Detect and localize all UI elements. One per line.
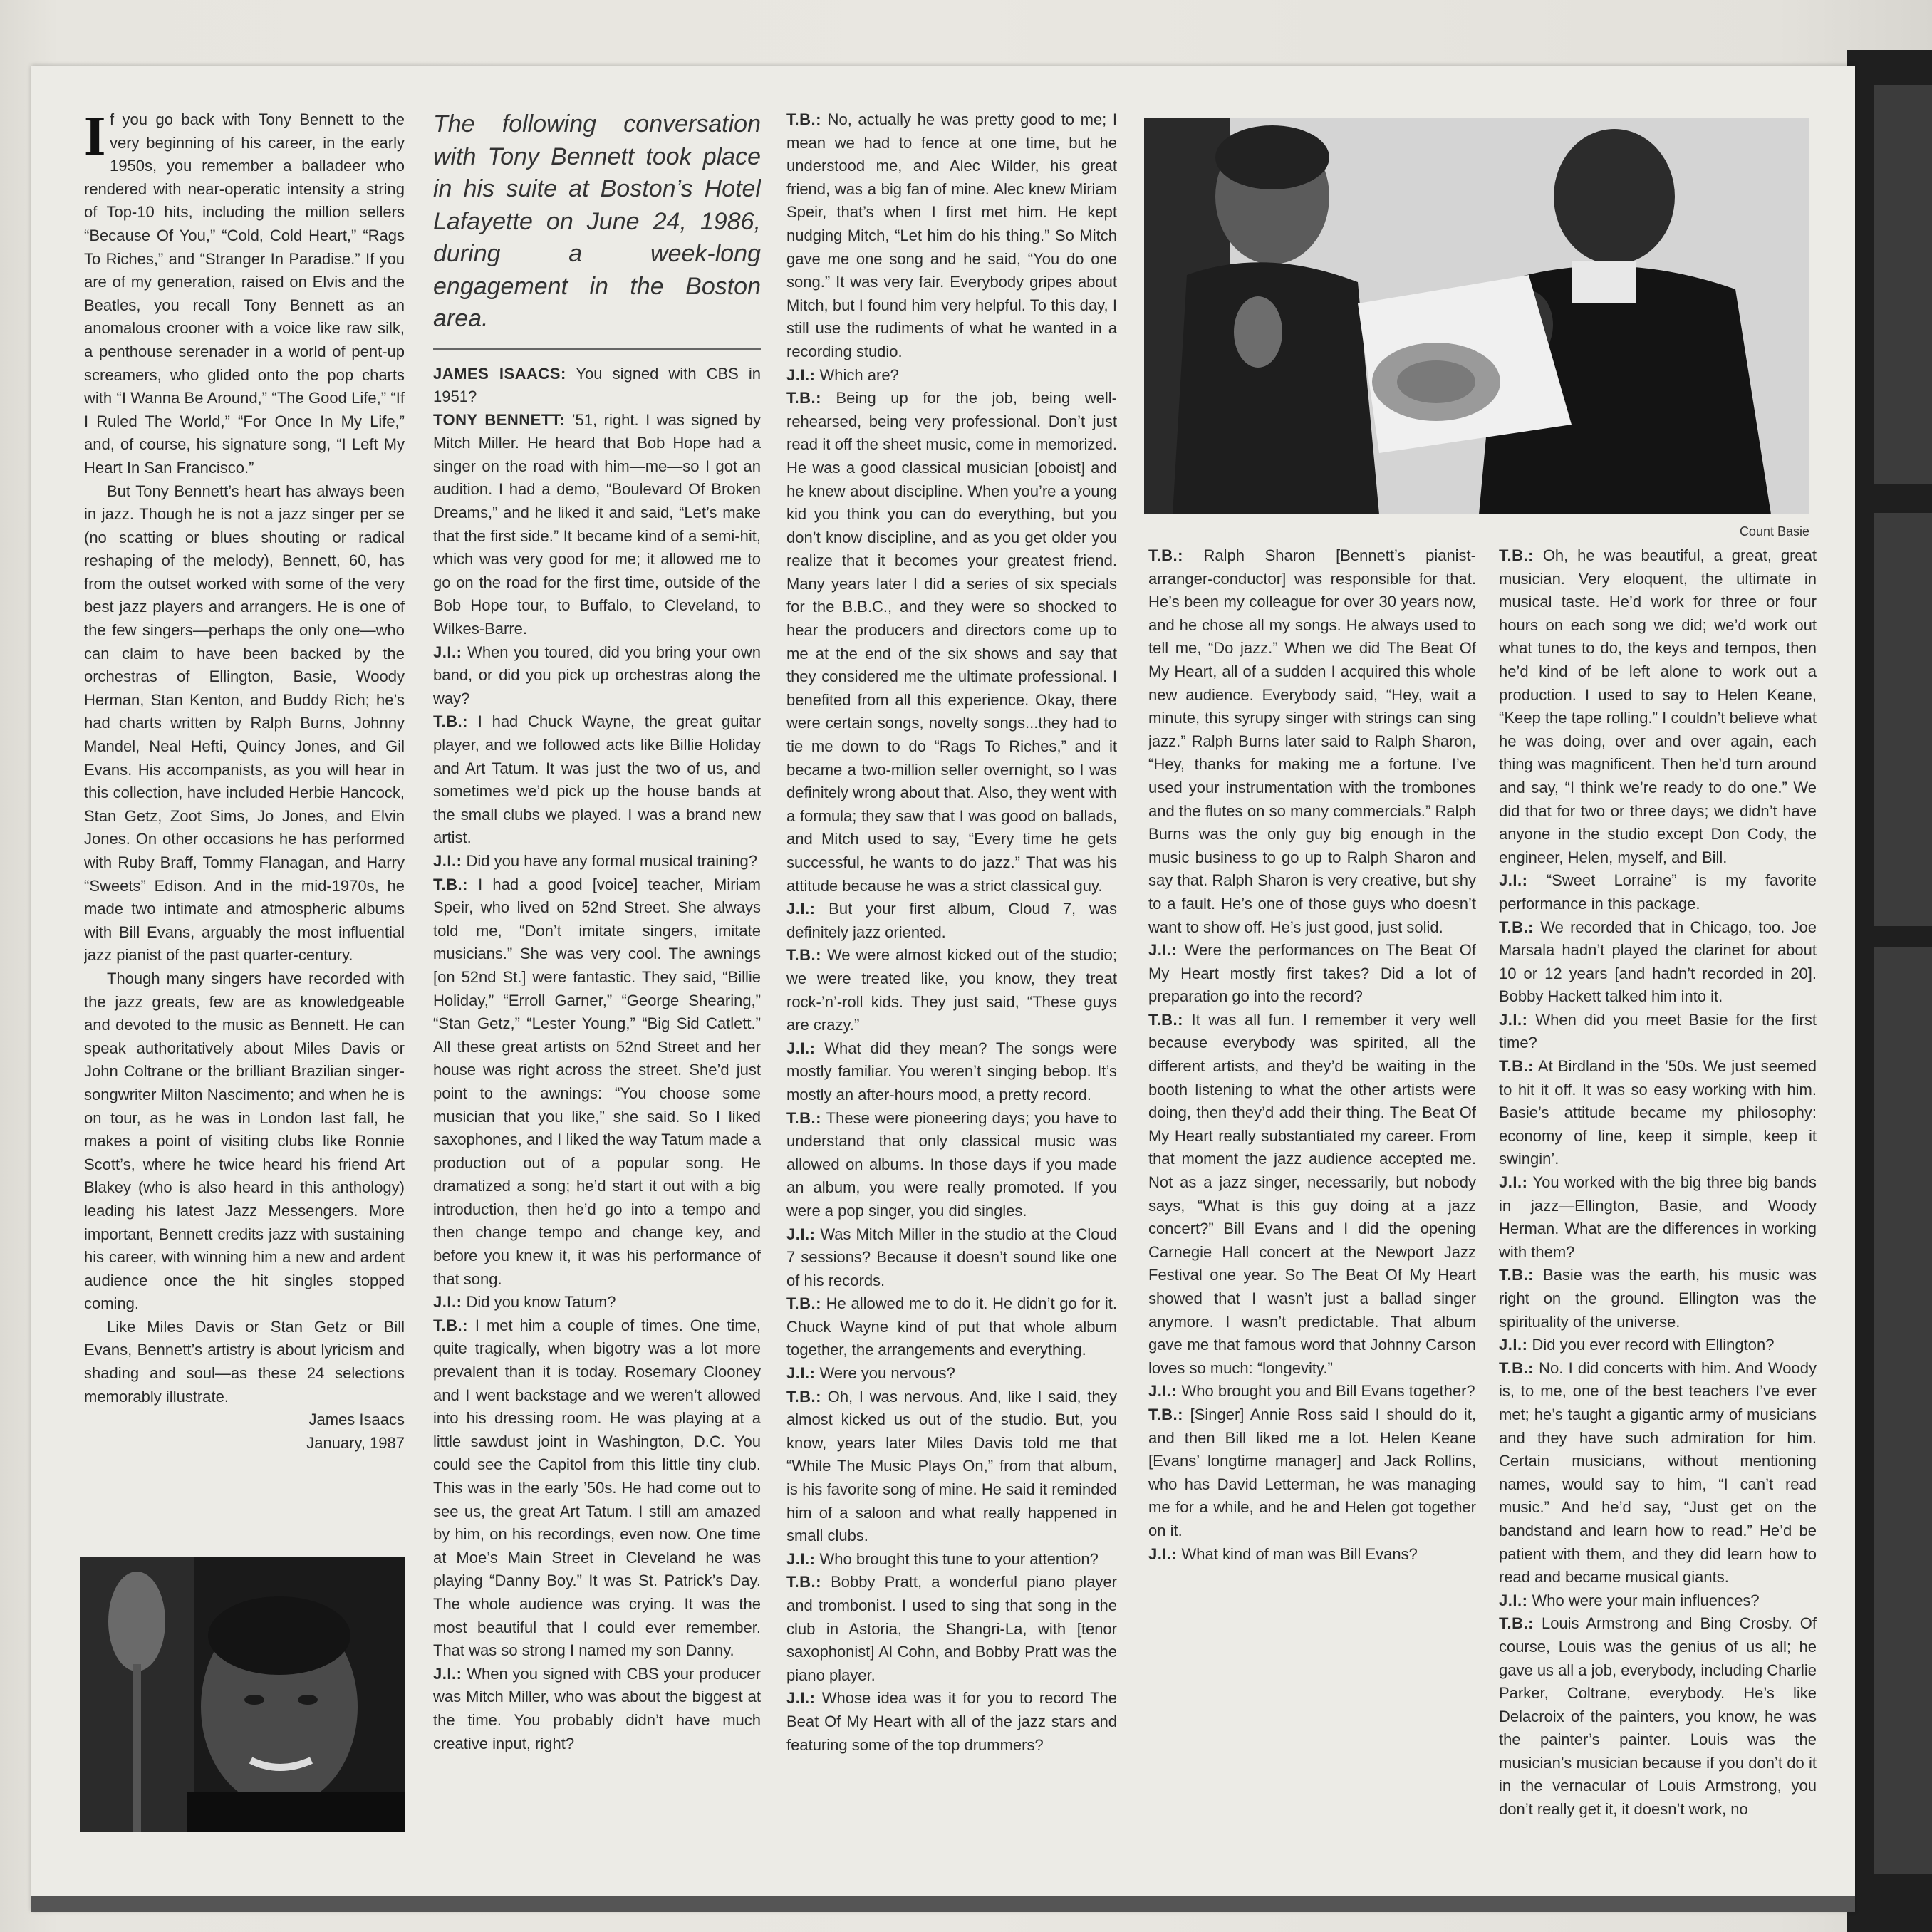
speaker-text: You worked with the big three big bands in jazz—Ellington, Basie, and Woody Herman. What are the differences in working with them?: [1499, 1173, 1817, 1261]
speaker-label: J.I.:: [433, 1664, 462, 1683]
drop-cap: I: [84, 108, 106, 167]
interview-flow: [1148, 544, 1476, 1566]
speaker-text: [Singer] Annie Ross said I should do it, and then Bill liked me a lot. Helen Keane [Evans’ longtime manager] and Jack Rollins, who has David Letterman, he was managing me for a while, and he and Helen got together on it.: [1148, 1405, 1476, 1539]
speaker-text: No, actually he was pretty good to me; I mean we had to fence at one time, but he understood me, and Alec Wilder, his great friend, was a big fan of mine. Alec knew Miriam Speir, that’s when I first met him. He kept nudging Mitch, “Let him do his thing.” So Mitch gave me one song and he said, “You do one song.” It was very fair. Everybody gripes about Mitch, but I found him very helpful. To this day, I still use the rudiments of what he wanted in a recording studio.: [786, 110, 1117, 360]
speaker-text: “Sweet Lorraine” is my favorite performance in this package.: [1499, 871, 1817, 913]
intro-paragraph: If you go back with Tony Bennett to the very beginning of his career, in the early 1950s, you remember a balladeer who rendered with near-operatic intensity a string of Top-10 hits, including the million sellers “Because Of You,” “Cold, Cold Heart,” “Rags To Riches,” and “Stranger In Paradise.” If you are of my generation, raised on Elvis and the Beatles, you recall Tony Bennett as an anomalous crooner with a voice like raw silk, a penthouse serenader in a world of pent-up screamers, who glided onto the pop charts with “I Wanna Be Around,” “The Good Life,” “If I Ruled The World,” “For Once In My Life,” and, of course, his signature song, “I Left My Heart In San Francisco.”: [84, 108, 405, 477]
interview-exchange: [786, 1037, 1117, 1107]
interview-exchange: [786, 898, 1117, 944]
interview-exchange: [1499, 544, 1817, 869]
speaker-label: J.I.:: [786, 365, 816, 384]
interview-exchange: [433, 710, 761, 850]
interview-exchange: [786, 108, 1117, 364]
speaker-text: Were the performances on The Beat Of My Heart mostly first takes? Did a lot of preparation go into the record?: [1148, 941, 1476, 1006]
interview-exchange: [1499, 1009, 1817, 1055]
interview-column-2: [433, 108, 761, 1790]
interview-exchange: [1499, 1612, 1817, 1821]
interview-exchange: [433, 409, 761, 641]
signature-date: January, 1987: [306, 1433, 405, 1452]
adjacent-photo-strip: [1874, 947, 1932, 1874]
interview-exchange: [433, 641, 761, 711]
speaker-text: We were almost kicked out of the studio; we were treated like, you know, they treat rock-’n’-roll kids. They just said, “These guys are crazy.”: [786, 946, 1117, 1034]
speaker-text: Whose idea was it for you to record The Beat Of My Heart with all of the jazz stars and featuring some of the top drummers?: [786, 1689, 1117, 1754]
speaker-text: You signed with CBS in 1951?: [433, 364, 761, 406]
interview-exchange: [786, 364, 1117, 388]
adjacent-photo-strip: [1874, 513, 1932, 926]
interview-exchange: [1499, 869, 1817, 915]
intro-essay: [84, 108, 405, 1533]
interview-exchange: [786, 944, 1117, 1037]
interview-exchange: [1499, 1589, 1817, 1613]
interview-exchange: [1148, 544, 1476, 939]
interview-flow: [1499, 544, 1817, 1822]
speaker-label: T.B.:: [1499, 1359, 1534, 1377]
speaker-text: Being up for the job, being well-rehearsed, being very professional. Don’t just read it off the sheet music, come in memorized. He was a good classical musician [oboist] and he knew about discipline. When you’re a young kid you think you can do everything, but you don’t know discipline, and as you get older you realize that it becomes your greatest friend. Many years later I did a series of six specials for the B.B.C., and they were so shocked to hear the producers and directors come up to me at the end of the six shows and say that they considered me the ultimate professional. I benefited from all this experience. Okay, there were certain songs, novelty songs...they had to tie me down to do “Rags To Riches,” and it became a two-million seller overnight, so I was definitely wrong about that. Also, they went with a formula; they saw that I was good on ballads, and Mitch used to say, “Every time he gets successful, he wants to do jazz.” That was his attitude because he was a strict classical guy.: [786, 389, 1117, 895]
speaker-text: Oh, I was nervous. And, like I said, they almost kicked us out of the studio. But, you know, years later Miles Davis told me that “While The Music Plays On,” from that album, is his favorite song of mine. He said it reminded him of a saloon and what really happened in small clubs.: [786, 1387, 1117, 1545]
interview-exchange: [1499, 1334, 1817, 1357]
speaker-label: J.I.:: [1499, 1173, 1528, 1192]
speaker-label: T.B.:: [433, 875, 468, 893]
interview-exchange: [786, 1107, 1117, 1223]
speaker-label: T.B.:: [786, 1573, 821, 1591]
interview-exchange: [786, 1292, 1117, 1362]
speaker-text: Did you ever record with Ellington?: [1527, 1336, 1775, 1354]
interview-exchange: [433, 1314, 761, 1663]
speaker-text: I had Chuck Wayne, the great guitar player, and we followed acts like Billie Holiday and Art Tatum. It was just the two of us, and sometimes we’d pick up the house bands at the small clubs we played. I was a brand new artist.: [433, 712, 761, 847]
photo-caption: Count Basie: [1739, 524, 1809, 539]
speaker-label: T.B.:: [786, 389, 821, 407]
speaker-label: T.B.:: [786, 1294, 821, 1313]
speaker-label: J.I.:: [1148, 941, 1178, 960]
speaker-label: T.B.:: [433, 712, 468, 731]
interview-flow: [433, 363, 761, 1756]
speaker-text: At Birdland in the ’50s. We just seemed to hit it off. It was so easy working with him. Basie’s attitude became my philosophy: economy of line, keep it simple, keep it swingin’.: [1499, 1057, 1817, 1168]
interview-flow: [786, 108, 1117, 1757]
speaker-label: J.I.:: [1499, 1010, 1528, 1029]
speaker-label: J.I.:: [786, 900, 816, 918]
speaker-text: Who brought this tune to your attention?: [815, 1549, 1099, 1568]
intro-paragraph: Though many singers have recorded with the jazz greats, few are as knowledgeable and devoted to the music as Bennett. He can speak authoritatively about Miles Davis or John Coltrane or the brilliant Brazilian singer-songwriter Milton Nascimento; and when he is on tour, as he was in London last fall, he makes a point of visiting clubs like Ronnie Scott’s, where he twice heard his friend Art Blakey (who is also heard in this anthology) leading his latest Jazz Messengers. More important, Bennett credits jazz with sustaining his career, with winning him a new and ardent audience once the hit singles stopped coming.: [84, 969, 405, 1313]
speaker-text: Who brought you and Bill Evans together?: [1177, 1382, 1475, 1401]
tony-bennett-microphone-photo: [80, 1557, 405, 1832]
speaker-label: T.B.:: [1148, 1405, 1183, 1423]
speaker-label: T.B.:: [1148, 1010, 1183, 1029]
speaker-label: J.I.:: [433, 851, 462, 870]
speaker-label: J.I.:: [786, 1549, 816, 1568]
speaker-text: Did you have any formal musical training?: [462, 851, 757, 870]
speaker-text: Was Mitch Miller in the studio at the Cloud 7 sessions? Because it doesn’t sound like one of his records.: [786, 1225, 1117, 1289]
speaker-text: Bobby Pratt, a wonderful piano player and trombonist. I used to sing that song in the club in Astoria, the Shangri-La, with [tenor saxophonist] Al Cohn, and Bobby Pratt was the piano player.: [786, 1573, 1117, 1684]
interview-column-3: [786, 108, 1117, 1790]
interview-exchange: [786, 387, 1117, 898]
speaker-text: Did you know Tatum?: [462, 1293, 616, 1312]
speaker-text: ’51, right. I was signed by Mitch Miller. He heard that Bob Hope had a singer on the road with him—me—so I got an audition. I had a demo, “Boulevard Of Broken Dreams,” and he liked it and said, “Let’s make that the first side.” It became kind of a semi-hit, which was very good for me; it allowed me to go on the road for the first time, outside of the Bob Hope tour, to Buffalo, to Cleveland, to Wilkes-Barre.: [433, 410, 761, 638]
speaker-text: When you toured, did you bring your own band, or did you pick up orchestras along the way?: [433, 643, 761, 707]
interview-exchange: [433, 363, 761, 409]
speaker-text: It was all fun. I remember it very well because everybody was spirited, all the different artists, and they’d be waiting in the booth listening to what the other artists were doing, then they’d add their thing. The Beat Of My Heart really substantiated my career. From that moment the jazz audience accepted me. Not as a jazz singer, necessarily, but nobody says, “What is this guy doing at a jazz concert?” Bill Evans and I did the opening Carnegie Hall concert at the Newport Jazz Festival one year. So The Beat Of My Heart showed that I wasn’t just a ballad singer anymore. I wasn’t predictable. That album gave me that famous word that Johnny Carson loves so much: “longevity.”: [1148, 1010, 1476, 1377]
interview-exchange: [433, 873, 761, 1292]
speaker-label: T.B.:: [786, 110, 821, 128]
interview-exchange: [1148, 1380, 1476, 1403]
interview-column-5: [1499, 544, 1817, 1848]
speaker-text: He allowed me to do it. He didn’t go for it. Chuck Wayne kind of put that whole album together, the arrangements and everything.: [786, 1294, 1117, 1359]
speaker-label: J.I.:: [786, 1225, 816, 1243]
speaker-text: Basie was the earth, his music was right on the ground. Ellington was the spirituality of the universe.: [1499, 1266, 1817, 1331]
speaker-label: T.B.:: [1499, 546, 1534, 564]
speaker-text: But your first album, Cloud 7, was definitely jazz oriented.: [786, 900, 1117, 941]
speaker-label: J.I.:: [786, 1689, 816, 1708]
speaker-label: J.I.:: [1148, 1382, 1178, 1401]
lead-in-italic: The following conversation with Tony Bennett took place in his suite at Boston’s Hotel Lafayette on June 24, 1986, during a week-long engagement in the Boston area.: [433, 110, 761, 332]
interview-exchange: [433, 1291, 761, 1314]
interview-exchange: [786, 1571, 1117, 1687]
speaker-label: T.B.:: [786, 1108, 821, 1127]
speaker-text: Were you nervous?: [815, 1364, 955, 1383]
speaker-text: I met him a couple of times. One time, quite tragically, when bigotry was a lot more prevalent than it is today. Rosemary Clooney and I went backstage and we weren’t allowed into his dressing room. He was playing at a little sawdust joint in Washington, D.C. You could see the Capitol from this little tiny club. This was in the early ’50s. He had come out to see us, the great Art Tatum. I still am amazed by him, on his recordings, even now. One time at Moe’s Main Street in Cleveland he was playing “Danny Boy.” It was St. Patrick’s Day. The whole audience was crying. It was the most beautiful that I could ever remember. That was so strong I named my son Danny.: [433, 1316, 761, 1660]
interview-exchange: [786, 1386, 1117, 1548]
speaker-text: When you signed with CBS your producer was Mitch Miller, who was about the biggest at the time. You probably didn’t have much creative input, right?: [433, 1664, 761, 1752]
speaker-text: What kind of man was Bill Evans?: [1177, 1544, 1418, 1563]
intro-paragraph: But Tony Bennett’s heart has always been in jazz. Though he is not a jazz singer per se (no scatting or blues shouting or radical reshaping of the melody), Bennett, 60, has from the outset worked with some of the very best jazz players and arrangers. He is one of the few singers—perhaps the only one—who can claim to have been backed by the orchestras of Ellington, Basie, Woody Herman, Stan Kenton, and Buddy Rich; he’s had charts written by Ralph Burns, Johnny Mandel, Neal Hefti, Quincy Jones, and Gil Evans. His accompanists, as you will hear in this collection, have included Herbie Hancock, Stan Getz, Zoot Sims, Jo Jones, and Elvin Jones. On other occasions he has performed with Ruby Braff, Tommy Flanagan, and Harry “Sweets” Edison. And in the mid-1970s, he made two intimate and atmospheric albums with Bill Evans, arguably the most influential jazz pianist of the past quarter-century.: [84, 482, 405, 965]
speaker-label: J.I.:: [1499, 1591, 1528, 1609]
interview-exchange: [1148, 1403, 1476, 1543]
interview-exchange: [1499, 1055, 1817, 1171]
speaker-text: I had a good [voice] teacher, Miriam Speir, who lived on 52nd Street. She always told me, “Don’t imitate singers, imitate musicians.” She was very cool. The awnings [on 52nd St.] were fantastic. They said, “Billie Holiday,” “Erroll Garner,” “George Shearing,” “Stan Getz,” “Lester Young,” “Big Sid Catlett.” All these great artists on 52nd Street and her house was right across the street. She’d just point to the awnings: “You choose some musician that you like,” she said. So I liked saxophones, and I liked the way Tatum made a production out of a popular song. He dramatized a song; he’d start it out with a big introduction, then he’d go into a tempo and then change tempo and change key, and before you knew it, it was his performance of that song.: [433, 875, 761, 1288]
speaker-label: T.B.:: [1499, 1266, 1534, 1284]
adjacent-photo-strip: [1874, 85, 1932, 484]
interview-exchange: [1148, 939, 1476, 1009]
sleeve-bottom-edge: [31, 1896, 1855, 1912]
speaker-label: T.B.:: [1499, 1614, 1534, 1633]
interview-column-4: [1148, 544, 1476, 1848]
interview-exchange: [1499, 1264, 1817, 1334]
speaker-label: J.I.:: [1148, 1544, 1178, 1563]
speaker-label: J.I.:: [1499, 871, 1528, 890]
speaker-label: T.B.:: [1499, 1057, 1534, 1076]
speaker-label: J.I.:: [433, 1293, 462, 1312]
speaker-text: Who were your main influences?: [1527, 1591, 1760, 1609]
intro-paragraph: Like Miles Davis or Stan Getz or Bill Evans, Bennett’s artistry is about lyricism and shading and soul—as these 24 selections memorably illustrate.: [84, 1317, 405, 1406]
interview-exchange: [1499, 1357, 1817, 1589]
author-signature: James Isaacs: [308, 1411, 405, 1429]
speaker-text: Oh, he was beautiful, a great, great musician. Very eloquent, the ultimate in musical taste. He’d work for three or four hours on each song we did; we’d work out what tunes to do, the keys and tempos, then he’d kind of be left alone to work out a production. I used to say to Helen Keane, “Keep the tape rolling.” I couldn’t believe what he was doing, over and over again, each thing was magnificent. Then he’d turn around and say, “I think we’re ready to do one.” We did that for two or three days; we didn’t have anyone in the studio except Don Cody, the engineer, Helen, myself, and Bill.: [1499, 546, 1817, 866]
speaker-label: JAMES ISAACS:: [433, 364, 566, 383]
speaker-text: When did you meet Basie for the first time?: [1499, 1010, 1817, 1052]
speaker-text: Louis Armstrong and Bing Crosby. Of course, Louis was the genius of us all; he gave us all a job, everybody, including Charlie Parker, Coltrane, everybody. He’s like Delacroix of the painters, you know, he was the painter’s painter. Louis was the musician’s musician because if you don’t do it in the vernacular of Louis Armstrong, you don’t really get it, it doesn’t work, no: [1499, 1614, 1817, 1819]
interview-exchange: [433, 850, 761, 873]
speaker-label: J.I.:: [786, 1039, 816, 1057]
interview-exchange: [786, 1362, 1117, 1386]
interview-exchange: [1499, 1171, 1817, 1264]
speaker-label: T.B.:: [433, 1316, 468, 1334]
speaker-label: T.B.:: [1148, 546, 1183, 564]
speaker-label: J.I.:: [433, 643, 462, 661]
speaker-text: We recorded that in Chicago, too. Joe Marsala hadn’t played the clarinet for about 10 or 12 years [and hadn’t recorded in 20]. Bobby Hackett talked him into it.: [1499, 918, 1817, 1006]
speaker-text: What did they mean? The songs were mostly familiar. You weren’t singing bebop. It’s mostly an after-hours mood, a pretty record.: [786, 1039, 1117, 1103]
speaker-label: T.B.:: [786, 1387, 821, 1406]
speaker-label: T.B.:: [786, 946, 821, 965]
speaker-label: J.I.:: [1499, 1336, 1528, 1354]
bennett-and-basie-photo: [1144, 118, 1809, 514]
speaker-text: Ralph Sharon [Bennett’s pianist-arranger-conductor] was responsible for that. He’s been my colleague for over 30 years now, and he chose all my songs. He always used to tell me, “Do jazz.” When we did The Beat Of My Heart, all of a sudden I acquired this whole new audience. Everybody said, “Hey, wait a minute, this syrupy singer with strings can sing jazz.” Ralph Burns later said to Ralph Sharon, “Hey, thanks for making me a fortune. I’ve used your instrumentation with the trombones and the flutes on so many commercials.” Ralph Burns was the only guy big enough in the music business to go up to Ralph Sharon and say that. Ralph Sharon is very creative, but shy to a fault. He’s one of those guys who doesn’t want to show off. He’s just good, just solid.: [1148, 546, 1476, 936]
speaker-text: Which are?: [815, 365, 899, 384]
interview-exchange: [786, 1687, 1117, 1757]
interview-exchange: [1499, 916, 1817, 1009]
interview-exchange: [786, 1223, 1117, 1293]
speaker-label: J.I.:: [786, 1364, 816, 1383]
interview-exchange: [786, 1548, 1117, 1572]
interview-exchange: [1148, 1009, 1476, 1381]
interview-exchange: [1148, 1543, 1476, 1567]
section-divider: [433, 348, 761, 350]
speaker-text: No. I did concerts with him. And Woody is, to me, one of the best teachers I’ve ever met; he’s taught a gigantic army of musicians and they have such admiration for him. Certain musicians, without mentioning names, would say to him, “I can’t read music.” And he’d say, “Just get on the bandstand and learn how to read.” He’d be patient with them, and they did learn how to read and became musical giants.: [1499, 1359, 1817, 1586]
interview-exchange: [433, 1663, 761, 1755]
speaker-label: TONY BENNETT:: [433, 410, 566, 429]
speaker-text: These were pioneering days; you have to understand that only classical music was allowed on albums. In those days if you made an album, you were really promoted. If you were a pop singer, you did singles.: [786, 1108, 1117, 1220]
speaker-label: T.B.:: [1499, 918, 1534, 936]
